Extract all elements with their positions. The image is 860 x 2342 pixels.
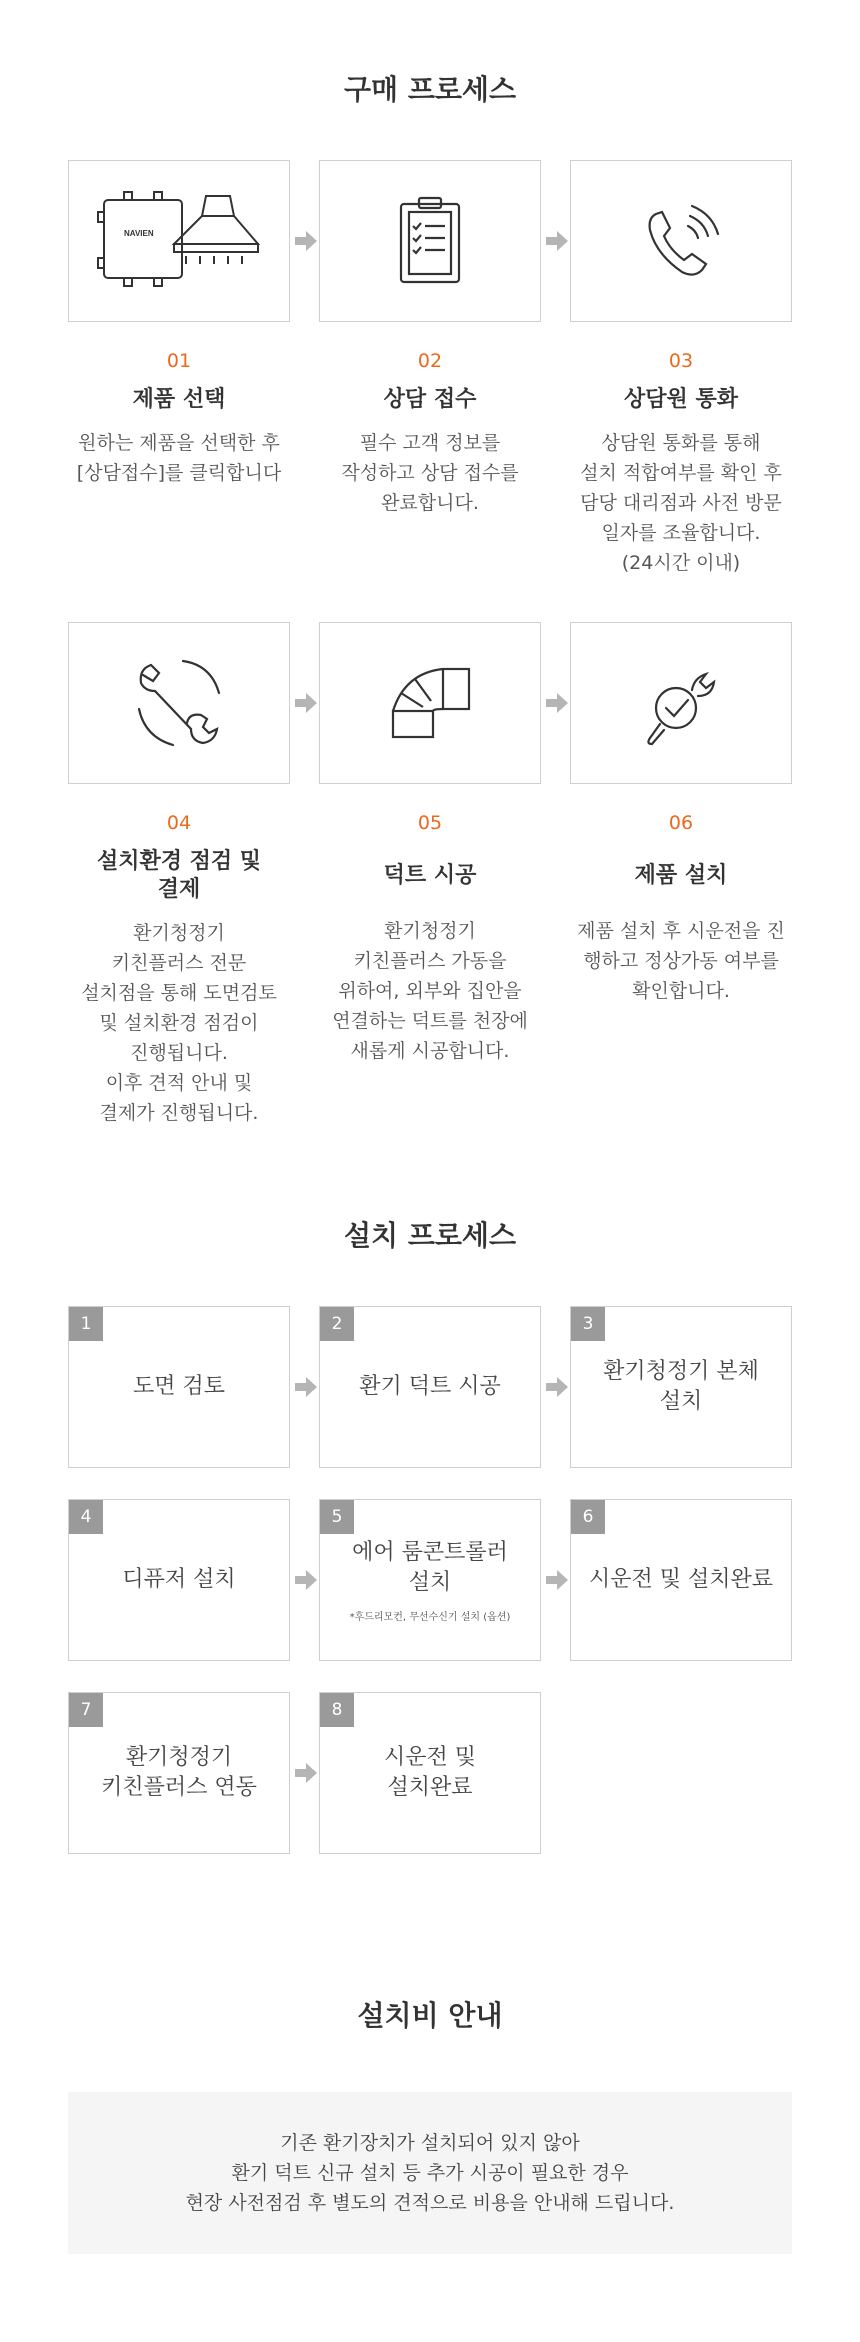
step-description: 필수 고객 정보를 작성하고 상담 접수를 완료합니다. [341, 432, 519, 514]
step-03 [556, 350, 806, 578]
purchase-section-title: 구매 프로세스 [343, 73, 517, 106]
install-step-label: 환기 덕트 시공 [359, 1374, 501, 1399]
install-step-label: 환기청정기 본체 설치 [603, 1359, 759, 1414]
step-05 [305, 812, 555, 1066]
step-title: 제품 선택 [132, 387, 226, 412]
step-06-icon-box [570, 622, 792, 784]
install-step-label: 시운전 및 설치완료 [588, 1567, 773, 1592]
step-number: 02 [417, 350, 443, 372]
step-description: 환기청정기 키친플러스 가동을 위하여, 외부와 집안을 연결하는 덕트를 천장에 새롭게 시공합니다. [332, 920, 528, 1062]
arrow-right-icon [295, 1763, 317, 1783]
step-04-icon-box [68, 622, 290, 784]
step-02 [305, 350, 555, 518]
arrow-right-icon [546, 693, 568, 713]
step-title: 덕트 시공 [383, 863, 477, 888]
step-badge: 5 [320, 1500, 354, 1534]
step-title: 상담원 통화 [624, 387, 738, 412]
arrow-right-icon [546, 1377, 568, 1397]
svg-text:NAVIEN: NAVIEN [124, 229, 154, 238]
arrow-right-icon [546, 231, 568, 251]
fee-notice-line: 현장 사전점검 후 별도의 견적으로 비용을 안내해 드립니다. [185, 2192, 675, 2214]
step-badge: 7 [69, 1693, 103, 1727]
step-description: 제품 설치 후 시운전을 진 행하고 정상가동 여부를 확인합니다. [577, 920, 785, 1002]
install-step-2 [319, 1306, 541, 1468]
install-step-label: 환기청정기 키친플러스 연동 [101, 1745, 257, 1800]
install-step-label: 에어 룸콘트롤러 설치 [352, 1539, 508, 1595]
step-05-icon-box [319, 622, 541, 784]
install-step-7 [68, 1692, 290, 1854]
step-number: 06 [668, 812, 694, 834]
duct-elbow-icon [385, 663, 475, 743]
product-device-icon [94, 186, 264, 296]
phone-icon [636, 196, 726, 286]
step-04 [54, 812, 304, 1128]
install-step-5 [319, 1499, 541, 1661]
step-title: 상담 접수 [383, 387, 477, 412]
step-02-icon-box [319, 160, 541, 322]
step-01 [54, 350, 304, 488]
step-title: 설치환경 점검 및 결제 [96, 849, 262, 902]
step-03-icon-box [570, 160, 792, 322]
fee-notice-box [68, 2092, 792, 2254]
step-number: 05 [417, 812, 443, 834]
step-badge: 2 [320, 1307, 354, 1341]
arrow-right-icon [546, 1570, 568, 1590]
step-number: 01 [166, 350, 192, 372]
step-description: 원하는 제품을 선택한 후 [상담접수]를 클릭합니다 [76, 432, 282, 484]
install-step-3 [570, 1306, 792, 1468]
wrench-icon [129, 653, 229, 753]
step-description: 상담원 통화를 통해 설치 적합여부를 확인 후 담당 대리점과 사전 방문 일자를 조율합니다. (24시간 이내) [580, 432, 782, 574]
arrow-right-icon [295, 1570, 317, 1590]
arrow-right-icon [295, 1377, 317, 1397]
install-step-label: 디퓨저 설치 [122, 1567, 236, 1592]
step-badge: 8 [320, 1693, 354, 1727]
step-description: 환기청정기 키친플러스 전문 설치점을 통해 도면검토 및 설치환경 점검이 진행됩니다. 이후 견적 안내 및 결제가 진행됩니다. [81, 922, 277, 1124]
install-step-label: 시운전 및 설치완료 [383, 1745, 476, 1800]
clipboard-icon [395, 196, 465, 286]
step-number: 03 [668, 350, 694, 372]
fee-notice-line: 기존 환기장치가 설치되어 있지 않아 [280, 2132, 580, 2154]
step-number: 04 [166, 812, 192, 834]
step-badge: 6 [571, 1500, 605, 1534]
wrench-check-icon [636, 658, 726, 748]
install-section-title: 설치 프로세스 [343, 1219, 517, 1252]
install-step-4 [68, 1499, 290, 1661]
install-step-1 [68, 1306, 290, 1468]
install-step-6 [570, 1499, 792, 1661]
step-title: 제품 설치 [634, 863, 728, 888]
step-badge: 3 [571, 1307, 605, 1341]
step-badge: 4 [69, 1500, 103, 1534]
step-01-icon-box [68, 160, 290, 322]
arrow-right-icon [295, 231, 317, 251]
install-step-note: *후드리모컨, 무선수신기 설치 (옵션) [349, 1611, 511, 1623]
fee-section-title: 설치비 안내 [357, 1999, 503, 2032]
arrow-right-icon [295, 693, 317, 713]
fee-notice-line: 환기 덕트 신규 설치 등 추가 시공이 필요한 경우 [231, 2162, 629, 2184]
install-step-8 [319, 1692, 541, 1854]
install-step-label: 도면 검토 [132, 1374, 225, 1399]
step-badge: 1 [69, 1307, 103, 1341]
step-06 [556, 812, 806, 1006]
